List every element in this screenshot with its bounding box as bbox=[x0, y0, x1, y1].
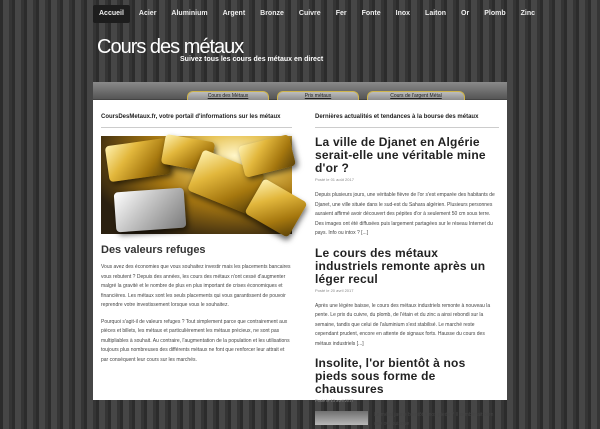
left-column bbox=[101, 114, 292, 365]
nav-item-laiton[interactable]: Laiton bbox=[425, 10, 447, 17]
article-paragraph: Pourquoi s'agit-il de valeurs refuges ? Tout simplement parce que contrairement aux pièces et billets, les métaux et particulièrement les métaux précieux, ne sont pas multipliables à souhait. Au contraire, l'augmentation de la population et les utilisations toujours plus nombreuses des différents métaux ne font que renforcer leur attrait et par conséquent leur cours sur les marchés. bbox=[101, 318, 290, 363]
top-navigation bbox=[93, 5, 544, 23]
post-thumbnail[interactable] bbox=[315, 411, 368, 425]
post-body-row bbox=[315, 411, 499, 429]
left-section-heading: CoursDesMetaux.fr, votre portail d'informations sur les métaux bbox=[101, 114, 292, 128]
article-title: Des valeurs refuges bbox=[101, 244, 206, 256]
nav-item-argent[interactable]: Argent bbox=[222, 10, 246, 17]
silver-bar-shape bbox=[114, 188, 187, 233]
post-excerpt: Après une légère baisse, le cours des métaux industriels remonte à nouveau la pente. Le prix du cuivre, du plomb, de l'étain et du zinc a ainsi rebondi sur la semaine, tandis que celui de l'aluminium s'est stabilisé. Le marché reste cependant prudent, encore en attente de signaux forts. Hausse du cours des métaux industriels [...] bbox=[315, 302, 491, 347]
post-excerpt: Depuis plusieurs jours, une véritable fièvre de l'or s'est emparée des habitants de Djanet, une ville située dans le sud-est du Sahara algérien. Plusieurs personnes auraient affirmé avoir découvert des pépites d'or à seulement 50 cm sous terre. Des images ont été diffusées puis largement partagées sur le réseau Internet du pays. Info ou intox ? [...] bbox=[315, 192, 495, 236]
nav-item-acier[interactable]: Acier bbox=[138, 10, 157, 17]
tab-cours-argent-metal[interactable]: Cours de l'argent Métal bbox=[367, 91, 465, 100]
post-title-link[interactable]: La ville de Djanet en Algérie serait-elle une véritable mine d'or ? bbox=[315, 135, 486, 175]
post-date: Posté le 01 août 2017 bbox=[315, 177, 354, 182]
news-post bbox=[315, 357, 499, 429]
nav-item-fer[interactable]: Fer bbox=[335, 10, 347, 17]
post-date: Posté le 13 avril 2017 bbox=[315, 398, 354, 403]
nav-item-aluminium[interactable]: Aluminium bbox=[171, 10, 208, 17]
nav-item-plomb[interactable]: Plomb bbox=[484, 10, 506, 17]
post-title-link[interactable]: Le cours des métaux industriels remonte après un léger recul bbox=[315, 245, 486, 286]
right-section-heading: Dernières actualités et tendances à la bourse des métaux bbox=[315, 114, 499, 128]
nav-item-cuivre[interactable]: Cuivre bbox=[298, 10, 321, 17]
news-post bbox=[315, 136, 499, 239]
tab-prix-metaux[interactable]: Prix métaux bbox=[277, 91, 359, 100]
tab-bar bbox=[93, 82, 507, 100]
content-panel bbox=[93, 82, 507, 427]
right-column bbox=[315, 114, 499, 429]
nav-item-inox[interactable]: Inox bbox=[395, 10, 411, 17]
post-date: Posté le 20 avril 2017 bbox=[315, 287, 354, 293]
nav-item-bronze[interactable]: Bronze bbox=[260, 10, 284, 17]
site-branding bbox=[97, 36, 324, 63]
post-title-link[interactable]: Insolite, l'or bientôt à nos pieds sous forme de chaussures bbox=[315, 356, 466, 396]
news-post bbox=[315, 247, 499, 350]
gold-bar-shape bbox=[238, 134, 296, 178]
nav-item-fonte[interactable]: Fonte bbox=[361, 10, 381, 17]
nav-item-accueil[interactable]: Accueil bbox=[93, 5, 130, 23]
article-paragraph: Vous avez des économies que vous souhaitez investir mais les placements bancaires vous rebutent ? Depuis des années, les cours des métaux n'ont cessé d'augmenter malgré la gravité et le nombre de plus en plus important de crises économiques et financières. Les métaux sont les seuls placements qui vous garantissent de pouvoir reprendre votre investissement lorsque vous le souhaitez. bbox=[101, 264, 291, 308]
post-excerpt: Le métal jaune bientôt à nos pieds ? Il semblerait bien que oui puisque bbox=[373, 412, 494, 427]
gold-bars-image bbox=[101, 136, 292, 234]
nav-item-or[interactable]: Or bbox=[461, 10, 470, 17]
nav-item-zinc[interactable]: Zinc bbox=[520, 10, 535, 17]
tab-cours-des-metaux[interactable]: Cours des Métaux bbox=[187, 91, 269, 100]
site-tagline: Suivez tous les cours des métaux en direct bbox=[180, 56, 324, 63]
site-title[interactable]: Cours des métaux bbox=[97, 36, 244, 58]
